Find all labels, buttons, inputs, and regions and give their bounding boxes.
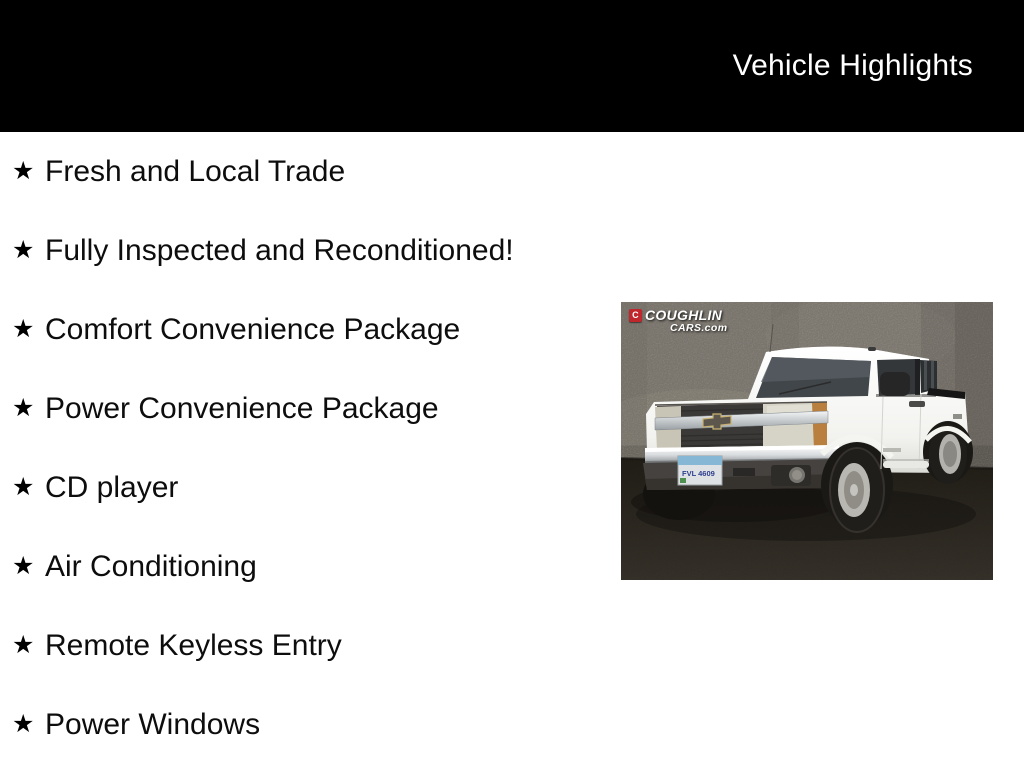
list-item (12, 606, 514, 685)
highlight-text: CD player (45, 470, 179, 504)
list-item (12, 132, 514, 211)
vehicle-photo (621, 302, 993, 580)
star-bullet-icon: ★ (12, 157, 35, 185)
slide-header (0, 0, 1024, 132)
star-bullet-icon: ★ (12, 236, 35, 264)
star-bullet-icon: ★ (12, 710, 35, 738)
star-bullet-icon: ★ (12, 473, 35, 501)
page-title: Vehicle Highlights (732, 49, 973, 82)
list-item (12, 685, 514, 764)
star-bullet-icon: ★ (12, 394, 35, 422)
list-item (12, 290, 514, 369)
star-bullet-icon: ★ (12, 631, 35, 659)
highlight-text: Power Convenience Package (45, 391, 439, 425)
highlight-text: Power Windows (45, 707, 261, 741)
highlight-text: Fully Inspected and Reconditioned! (45, 233, 514, 267)
highlight-text: Air Conditioning (45, 549, 257, 583)
list-item (12, 448, 514, 527)
list-item (12, 369, 514, 448)
list-item (12, 527, 514, 606)
list-item (12, 211, 514, 290)
star-bullet-icon: ★ (12, 552, 35, 580)
highlights-list (12, 132, 514, 764)
vehicle-photo-illustration (621, 302, 993, 580)
highlight-text: Remote Keyless Entry (45, 628, 342, 662)
highlight-text: Comfort Convenience Package (45, 312, 461, 346)
license-plate (678, 456, 722, 485)
dealer-watermark-name: COUGHLIN (645, 307, 723, 323)
dealer-logo-icon: C (629, 309, 642, 322)
highlight-text: Fresh and Local Trade (45, 154, 346, 188)
dealer-watermark-domain: CARS.com (670, 322, 728, 334)
dealer-watermark (629, 308, 727, 334)
license-plate-text: FVL 4609 (682, 469, 715, 478)
star-bullet-icon: ★ (12, 315, 35, 343)
